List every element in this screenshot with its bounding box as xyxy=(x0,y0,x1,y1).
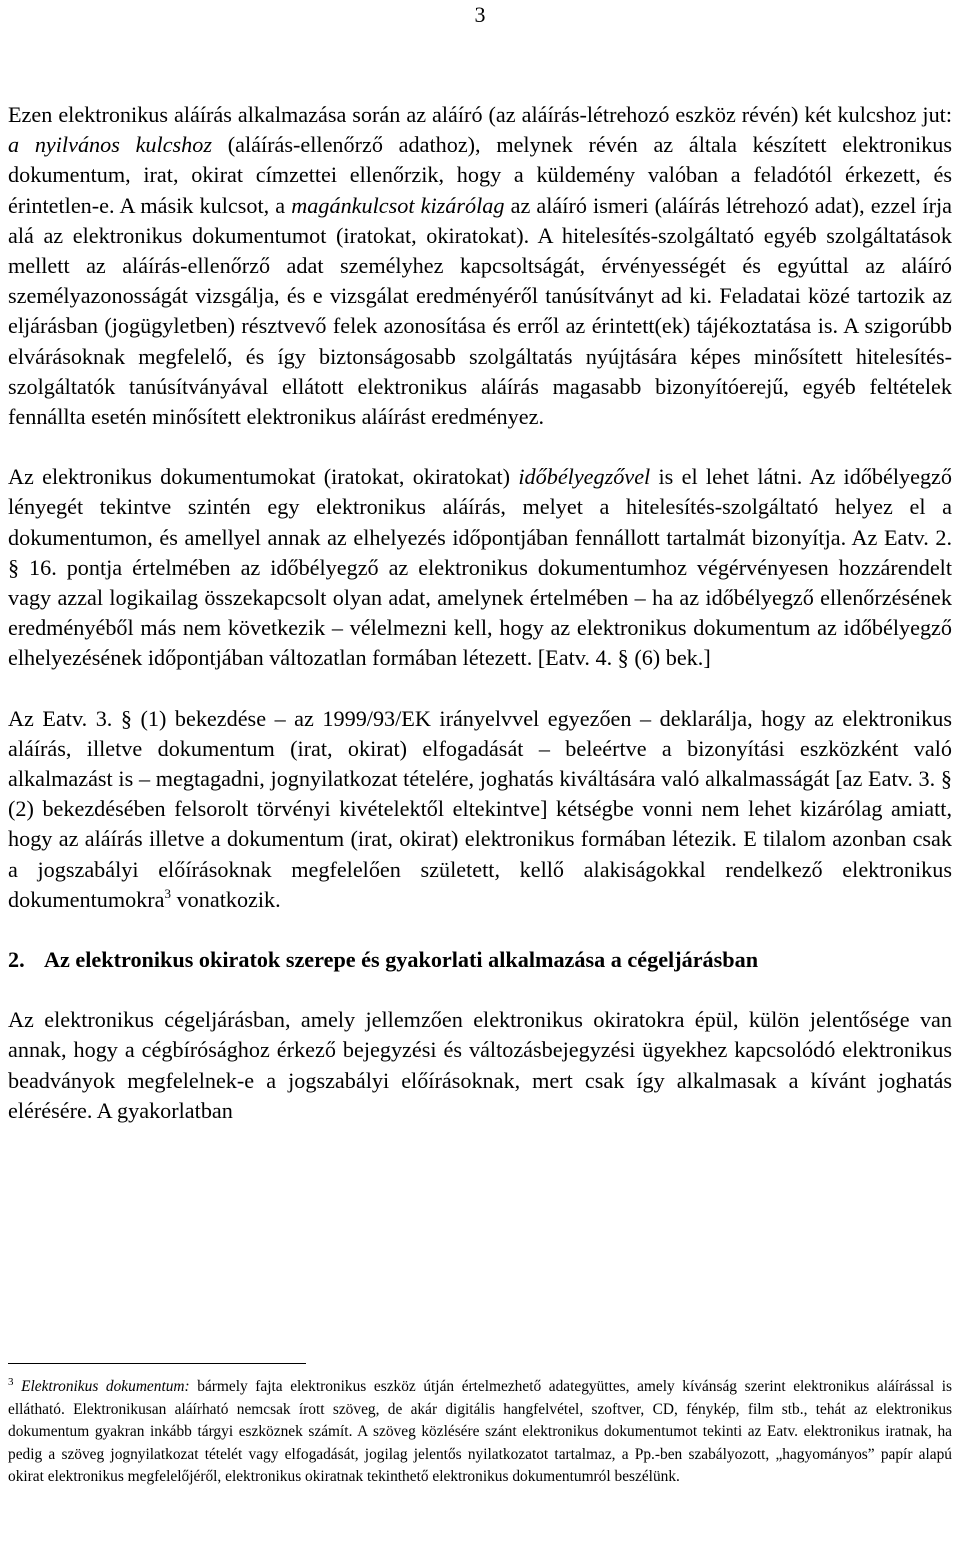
emphasis-private-key: magánkulcsot kizárólag xyxy=(291,192,505,218)
body-text xyxy=(8,100,952,1126)
text-run: Az Eatv. 3. § (1) bekezdése – az 1999/93/EK irányelvvel egyezően – deklarálja, hogy az elektronikus aláírás, illetve dokumentum (irat, okirat) elfogadását – beleértve a bizonyítási eszközként való alkalmazást is – megtagadni, jognyilatkozat tételére, joghatás kiváltására való alkalmasságát [az Eatv. 3. § (2) bekezdésében felsorolt törvényi kivételektől eltekintve] kétségbe vonni nem lehet kizárólag amiatt, hogy az aláírás illetve a dokumentum (irat, okirat) elektronikus formában létezik. E tilalom azonban csak a jogszabályi előírásoknak megfelelően született, kellő alakiságokkal rendelkező elektronikus dokumentumokra xyxy=(8,705,952,912)
footnote-term: Elektronikus dokumentum: xyxy=(21,1378,190,1395)
paragraph-4: Az elektronikus cégeljárásban, amely jellemzően elektronikus okiratokra épül, külön jelentősége van annak, hogy a cégbírósághoz érkező bejegyzési és változásbejegyzési ügyekhez kapcsolódó elektronikus beadványok megfelelnek-e a jogszabályi előírásoknak, mert csak így alkalmasak a kívánt joghatás elérésére. A gyakorlatban xyxy=(8,1007,952,1123)
paragraph-1 xyxy=(8,100,952,432)
section-number: 2. xyxy=(8,947,25,973)
footnote-reference[interactable]: 3 xyxy=(164,885,172,901)
text-run: vonatkozik. xyxy=(171,886,281,912)
footnote-separator xyxy=(8,1363,306,1364)
page-number: 3 xyxy=(474,2,486,27)
emphasis-public-key: a nyilvános kulcshoz xyxy=(8,132,212,158)
footnote xyxy=(8,1376,952,1489)
emphasis-timestamp: időbélyegzővel xyxy=(518,464,651,490)
footnote-mark: 3 xyxy=(8,1376,14,1388)
paragraph-3 xyxy=(8,704,952,915)
section-heading xyxy=(8,945,952,975)
text-run: Ezen elektronikus aláírás alkalmazása során az aláíró (az aláírás-létrehozó eszköz révén) két kulcshoz jut: xyxy=(8,102,952,127)
section-title: Az elektronikus okiratok szerepe és gyakorlati alkalmazása a cégeljárásban xyxy=(44,947,759,973)
text-run: az aláíró ismeri (aláírás létrehozó adat), ezzel írja alá az elektronikus dokumentumot (iratokat, okiratokat). A hitelesítés-szolgáltató egyéb szolgáltatások mellett az aláírás-ellenőrző adat személyhez kapcsoltságát, érvényességét és egyúttal az aláíró személyazonosságát vizsgálja, és e vizsgálat eredményéről tanúsítványt ad ki. Feladatai közé tartozik az eljárásban (jogügyletben) résztvevő felek azonosítása és erről az érintett(ek) tájékoztatása is. A szigorúbb elvárásoknak megfelelő, és így biztonságosabb szolgáltatás nyújtására képes minősített hitelesítés-szolgáltatók tanúsítványával ellátott elektronikus aláírás magasabb bizonyítóerejű, egyéb feltételek fennállta esetén minősített elektronikus aláírást eredményez. xyxy=(8,192,952,430)
text-run: (aláírás-ellenőrző adathoz), melynek révén az általa készített elektronikus dokumentum, irat, okirat címzettei ellenőrzik, hogy a küldemény valóban a feladótól érkezett, és érintetlen-e. A másik kulcsot, a xyxy=(8,132,952,218)
paragraph-2 xyxy=(8,462,952,673)
text-run: is el lehet látni. Az időbélyegző lényegét tekintve szintén egy elektronikus aláírás, melyet a hitelesítés-szolgáltató helyez el a dokumentumon, és amellyel annak az elhelyezés időpontjában fennállott tartalmát bizonyítja. Az Eatv. 2. § 16. pontja értelmében az időbélyegző az elektronikus dokumentumhoz végérvényesen hozzárendelt vagy azzal logikailag összekapcsolt olyan adat, amelynek értelmében – ha az időbélyegző ellenőrzésének eredményéből más nem következik – vélelmezni kell, hogy az elektronikus dokumentum az időbélyegző elhelyezésének időpontjában változatlan formában létezett. [Eatv. 4. § (6) bek.] xyxy=(8,464,952,671)
text-run: Az elektronikus dokumentumokat (iratokat, okiratokat) xyxy=(8,464,519,490)
footnote-text: bármely fajta elektronikus eszköz útján értelmezhető adategyüttes, amely kívánság szerint elektronikus aláírással is ellátható. Elektronikusan aláírható nemcsak írott szöveg, de akár digitális hangfelvétel, szoftver, CD, fénykép, film stb., tehát az elektronikus dokumentum gyakran inkább tárgyi eszköznek számít. A szöveg közlésére szánt elektronikus dokumentumot tekinti az Eatv. elektronikus iratnak, ha pedig a szöveg jognyilatkozat tételét vagy elfogadását, jogilag jelentős nyilatkozatot tartalmaz, a Pp.-ben szabályozott, „hagyományos” papír alapú okirat elektronikus megfelelőjéről, elektronikus okiratnak tekinthető elektronikus dokumentumról beszélünk. xyxy=(8,1378,952,1485)
